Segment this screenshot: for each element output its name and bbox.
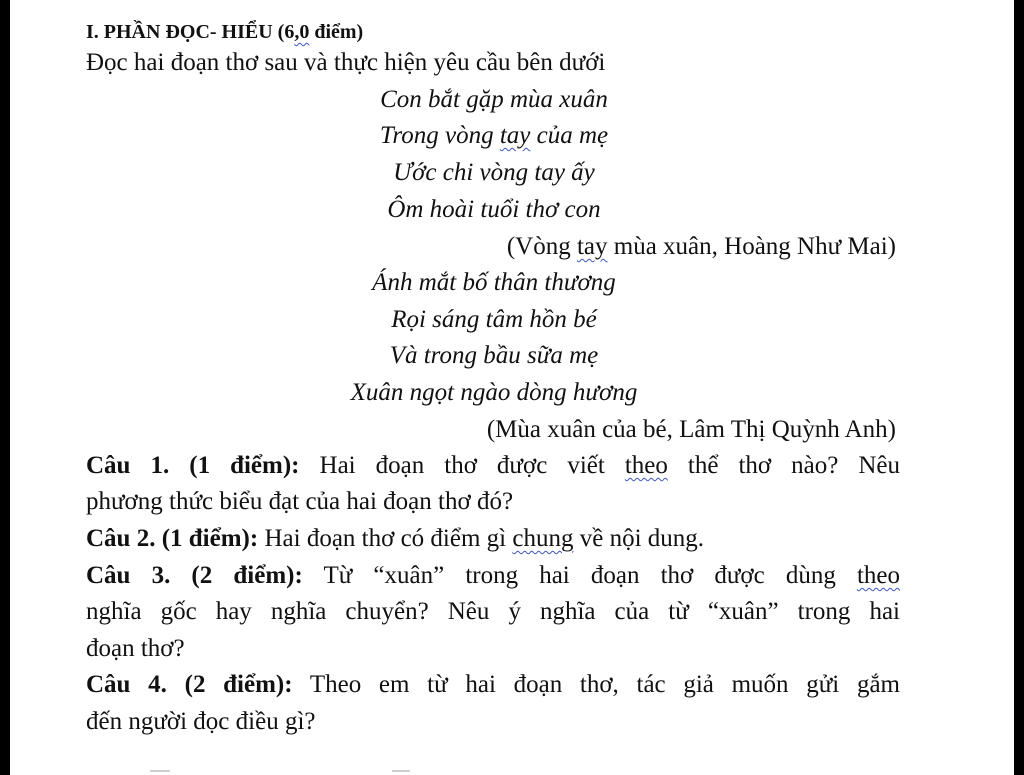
spellcheck-underlined-word: tay [576,233,608,260]
question-4-line-2: đến người đọc điều gì? [86,708,316,735]
question-4-text: Theo em từ hai đoạn thơ, tác giả muốn gửi gắm [292,671,900,698]
question-3-line-1 [86,561,900,591]
poem1-line-1: Con bắt gặp mùa xuân [380,86,608,113]
poem2-source: (Mùa xuân của bé, Lâm Thị Quỳnh Anh) [486,416,896,443]
poem1-source-start: (Vòng [506,233,577,260]
question-4-label: Câu 4. (2 điểm): [86,671,293,698]
question-1-text-start: Hai đoạn thơ được viết [299,452,625,479]
document-page [10,0,1014,775]
question-1-text-end: thể thơ nào? Nêu [667,452,900,479]
question-2 [86,524,900,554]
spellcheck-underlined-word: ,0 [294,21,310,43]
next-line-fragment [392,770,410,772]
instruction-text: Đọc hai đoạn thơ sau và thực hiện yêu cầu bên dưới [86,49,606,76]
heading-text-end: điểm) [309,21,364,43]
spellcheck-underlined-word: theo [856,562,900,589]
poem1-source-end: mùa xuân, Hoàng Như Mai) [607,233,896,260]
question-2-text-end: về nội dung. [573,525,705,552]
heading-text-start: I. PHẦN ĐỌC- HIỂU (6 [86,21,295,43]
spellcheck-underlined-word: theo [624,452,668,479]
spellcheck-underlined-word: chung [512,525,574,552]
next-line-fragment [150,770,170,772]
question-1-line-1 [86,451,900,481]
spellcheck-underlined-word: tay [499,122,531,149]
question-3-text-start: Từ “xuân” trong hai đoạn thơ được dùng [302,562,857,589]
poem1-line-2 [234,121,754,151]
question-2-label: Câu 2. (1 điểm): [86,525,259,552]
poem1-line-2-end: của mẹ [530,122,609,149]
poem1-line-3: Ước chi vòng tay ấy [393,159,595,186]
poem1-source [507,232,896,262]
poem2-line-1: Ánh mắt bố thân thương [372,269,616,296]
question-4-line-1 [86,670,900,700]
question-3-line-2: nghĩa gốc hay nghĩa chuyển? Nêu ý nghĩa của từ “xuân” trong hai [86,598,900,625]
question-2-text-start: Hai đoạn thơ có điểm gì [258,525,513,552]
section-heading [86,17,363,47]
poem1-line-2-start: Trong vòng [379,122,500,149]
question-3-line-3: đoạn thơ? [86,635,185,662]
poem2-line-3: Và trong bầu sữa mẹ [389,342,599,369]
question-1-label: Câu 1. (1 điểm): [86,452,300,479]
question-1-line-2: phương thức biểu đạt của hai đoạn thơ đó? [86,488,514,515]
poem2-line-2: Rọi sáng tâm hồn bé [391,306,597,333]
poem2-line-4: Xuân ngọt ngào dòng hương [350,379,638,406]
question-3-label: Câu 3. (2 điểm): [86,562,303,589]
poem1-line-4: Ôm hoài tuổi thơ con [387,196,601,223]
